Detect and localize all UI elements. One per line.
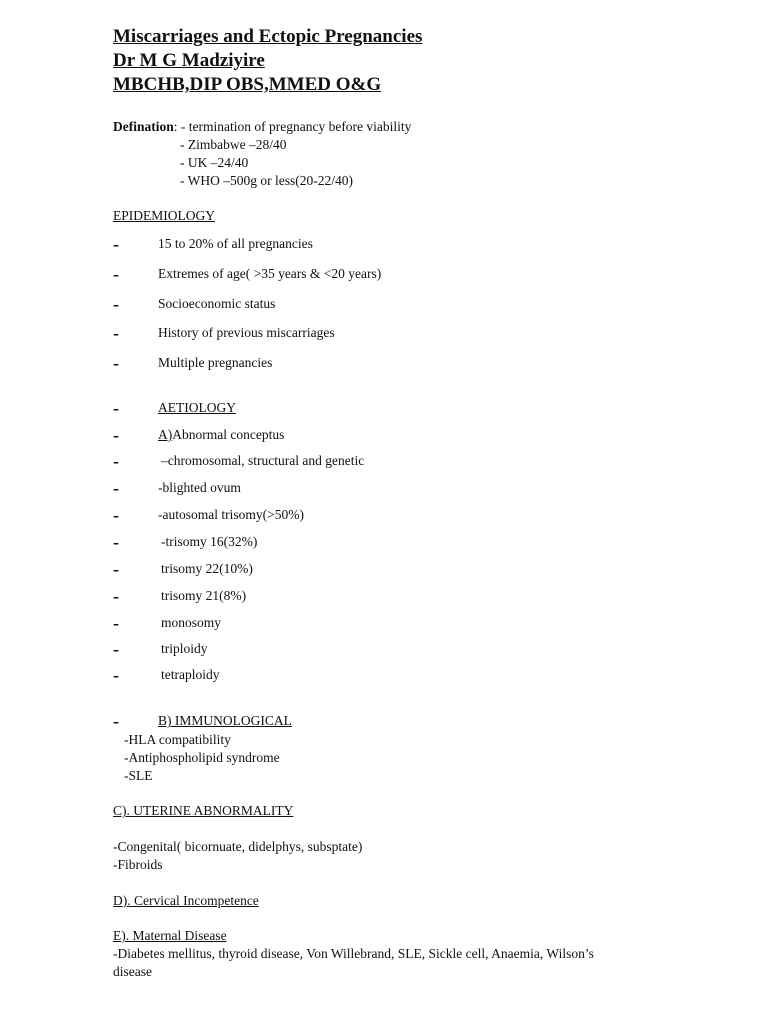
list-item: -blighted ovum: [158, 480, 241, 495]
list-item: -Antiphospholipid syndrome: [124, 750, 280, 765]
list-item: -SLE: [124, 768, 153, 783]
bullet-dash: -: [113, 451, 119, 471]
definition-item: - Zimbabwe –28/40: [180, 137, 287, 152]
bullet-dash: -: [113, 294, 119, 314]
aetiology-heading: AETIOLOGY: [158, 400, 236, 415]
subsection-label: A): [158, 427, 173, 442]
immunological-heading: B) IMMUNOLOGICAL: [158, 713, 292, 728]
list-item: Multiple pregnancies: [158, 355, 273, 370]
bullet-dash: -: [113, 613, 119, 633]
bullet-dash: -: [113, 586, 119, 606]
list-item: Extremes of age( >35 years & <20 years): [158, 266, 382, 281]
bullet-dash: -: [113, 665, 119, 685]
author-credentials: MBCHB,DIP OBS,MMED O&G: [113, 74, 382, 95]
bullet-dash: -: [113, 639, 119, 659]
bullet-dash: -: [113, 559, 119, 579]
list-item: -trisomy 16(32%): [161, 534, 258, 549]
subsection-text: Abnormal conceptus: [172, 427, 285, 442]
list-item: trisomy 21(8%): [161, 588, 247, 603]
bullet-dash: -: [113, 505, 119, 525]
list-item: triploidy: [161, 641, 208, 656]
author-name: Dr M G Madziyire: [113, 50, 265, 71]
bullet-dash: -: [113, 264, 119, 284]
maternal-text-line: disease: [113, 964, 152, 979]
maternal-text-line: -Diabetes mellitus, thyroid disease, Von Willebrand, SLE, Sickle cell, Anaemia, Wilson’s: [113, 946, 594, 961]
list-item: Socioeconomic status: [158, 296, 276, 311]
list-item: [158, 427, 284, 443]
epidemiology-heading: EPIDEMIOLOGY: [113, 208, 215, 223]
bullet-dash: -: [113, 323, 119, 343]
uterine-heading: C). UTERINE ABNORMALITY: [113, 803, 294, 818]
list-item: –chromosomal, structural and genetic: [161, 453, 365, 468]
list-item: -HLA compatibility: [124, 732, 231, 747]
bullet-dash: -: [113, 711, 119, 731]
list-item: trisomy 22(10%): [161, 561, 253, 576]
list-item: tetraploidy: [161, 667, 220, 682]
cervical-heading: D). Cervical Incompetence: [113, 893, 259, 908]
maternal-heading: E). Maternal Disease: [113, 928, 227, 943]
list-item: -Fibroids: [113, 857, 163, 872]
bullet-dash: -: [113, 398, 119, 418]
document-title: Miscarriages and Ectopic Pregnancies: [113, 26, 423, 47]
definition-item: - UK –24/40: [180, 155, 249, 170]
bullet-dash: -: [113, 478, 119, 498]
definition-item: - WHO –500g or less(20-22/40): [180, 173, 353, 188]
definition-line: [113, 119, 411, 135]
bullet-dash: -: [113, 353, 119, 373]
list-item: 15 to 20% of all pregnancies: [158, 236, 313, 251]
list-item: -Congenital( bicornuate, didelphys, subsptate): [113, 839, 363, 854]
bullet-dash: -: [113, 532, 119, 552]
list-item: History of previous miscarriages: [158, 325, 335, 340]
list-item: -autosomal trisomy(>50%): [158, 507, 304, 522]
list-item: monosomy: [161, 615, 222, 630]
bullet-dash: -: [113, 234, 119, 254]
definition-text: : - termination of pregnancy before viability: [173, 119, 412, 134]
bullet-dash: -: [113, 425, 119, 445]
definition-label: Defination: [113, 119, 174, 134]
